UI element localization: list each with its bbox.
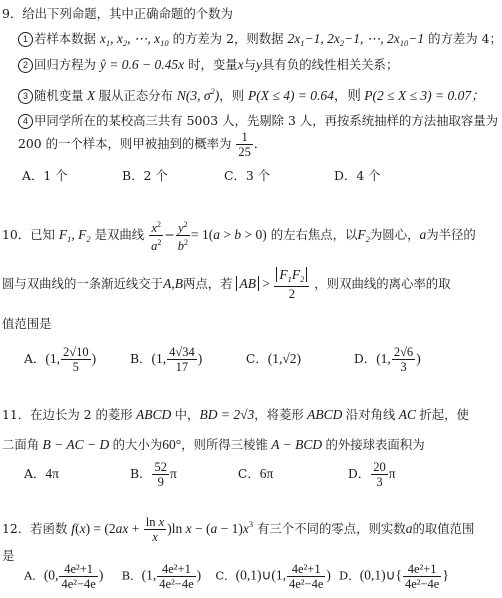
formula-regression: ŷ = 0.6 − 0.45x xyxy=(99,57,185,72)
formula-foci: $F_1$, $F_2$ xyxy=(58,227,91,245)
q10-b-label: B． xyxy=(129,351,152,366)
q12-line1-b: 有三个不同的零点，则实数 xyxy=(257,521,406,536)
q12-a-label: A． xyxy=(24,568,44,583)
q12-option-a[interactable] xyxy=(24,562,118,591)
q9-s1-text-c: 的方差为 4； xyxy=(428,31,502,46)
q11-b-label: B． xyxy=(129,466,152,481)
var-ABCD-2: ABCD xyxy=(303,407,346,422)
q9-stem: 给出下列命题，其中正确命题的个数为 xyxy=(22,6,233,21)
q10-a-den: 5 xyxy=(61,359,91,374)
q12-c-post: ) xyxy=(326,567,331,583)
q10-option-d[interactable] xyxy=(354,345,421,374)
q9-statement-4-line1 xyxy=(18,111,498,129)
q11-line1-c: ，将菱形 xyxy=(254,407,304,422)
q11-options xyxy=(24,460,396,489)
q11-line1-e: 折起，使 xyxy=(419,407,469,422)
q12-option-d[interactable] xyxy=(339,562,449,591)
formula-hyperbola: $\frac{x^2}{a^2}$ − $\frac{y^2}{b^2}$ = 1(a > b > 0) xyxy=(151,220,267,254)
q12-b-den: 4e²−4e xyxy=(159,577,194,591)
q9-s2-text-c: 与 xyxy=(243,57,257,72)
q11-d-num: 20 xyxy=(373,460,386,474)
q12-option-c[interactable] xyxy=(215,562,335,591)
q10-d-label: D． xyxy=(353,351,377,366)
q11-line1-b: 中， xyxy=(174,407,200,422)
q12-line1-a: 若函数 xyxy=(30,521,68,536)
q11-b-den: 9 xyxy=(152,474,169,489)
formula-condition: AB > $\frac{F_1F_2}{2}$ xyxy=(236,276,310,291)
q10-line3: 值范围是 xyxy=(2,316,52,331)
q11-line2-c: ，则所得三棱锥 xyxy=(181,437,268,452)
q10-d-post: ) xyxy=(416,351,421,366)
q9-statement-1 xyxy=(18,29,502,48)
q10-options xyxy=(24,345,421,374)
q12-line1 xyxy=(2,515,474,544)
q11-d-post: π xyxy=(388,466,396,481)
var-ABCD-tetra: A − BCD xyxy=(267,437,326,452)
q11-option-b[interactable] xyxy=(130,460,234,489)
q11-line2 xyxy=(2,435,425,453)
q12-c-label: C． xyxy=(215,568,236,583)
q10-line2-c: ，则双曲线的离心率的取 xyxy=(314,276,451,291)
q10-b-pre: (1, xyxy=(151,351,167,366)
q11-line2-b: 的大小为 xyxy=(112,437,163,452)
q12-option-b[interactable] xyxy=(122,562,212,591)
q11-option-a[interactable] xyxy=(24,464,126,482)
q10-c-value: (1,√2) xyxy=(267,351,302,366)
q12-b-label: B． xyxy=(121,568,142,583)
var-60deg: 60° xyxy=(162,437,182,452)
q10-number: 10． xyxy=(2,227,31,243)
q9-s2-text-a: 回归方程为 xyxy=(34,57,96,72)
q11-a-value: 4π xyxy=(45,466,59,481)
q12-number: 12． xyxy=(2,521,31,536)
q9-statement-4-line2: 200 的一个样本，则甲被抽到的概率为 $\frac{1}{25}$ ． xyxy=(18,130,267,159)
formula-transformed: $2x_1-1$, $2x_2-1$, ⋯, $2x_{10}-1$ xyxy=(287,31,425,48)
q12-c-num: 4e²+1 xyxy=(291,562,321,576)
frac-den: 25 xyxy=(238,145,251,159)
var-dihedral: B − AC − D xyxy=(39,437,113,452)
q10-line2-b: 两点，若 xyxy=(182,276,233,291)
q9-s1-text-a: 若样本数据 xyxy=(34,31,96,46)
q9-s3-text-b: 服从正态分布 xyxy=(98,88,173,103)
q12-line1-c: 的取值范围 xyxy=(412,521,475,536)
circle-1: 1 xyxy=(18,32,33,47)
var-AB: A,B xyxy=(163,276,183,291)
q12-d-num: 4e²+1 xyxy=(407,562,437,576)
q10-option-a[interactable] xyxy=(24,345,126,374)
q12-a-num: 4e²+1 xyxy=(64,562,94,576)
q11-option-d[interactable] xyxy=(348,460,396,489)
q12-line2: 是 xyxy=(2,548,15,563)
q10-a-post: ) xyxy=(91,351,97,366)
q9-option-c[interactable]: C．3 个 xyxy=(224,168,271,183)
q12-a-pre: (0, xyxy=(43,567,59,583)
q9-s4-line1: 甲同学所在的某校高三共有 5003 人，先剔除 3 人，再按系统抽样的方法抽取容量为 xyxy=(34,113,499,128)
q11-option-c[interactable] xyxy=(238,464,344,482)
formula-sample: $x_1$, $x_2$, ⋯, $x_{10}$ xyxy=(99,31,169,48)
q11-line1-d: 沿对角线 xyxy=(345,407,396,422)
q12-d-pre: (0,1)∪{ xyxy=(359,567,402,583)
q11-number: 11． xyxy=(2,407,31,422)
q10-b-num: 4√34 xyxy=(169,345,195,359)
q10-line2-a: 圆与双曲线的一条渐近线交于 xyxy=(2,276,164,291)
q9-option-b[interactable]: B．2 个 xyxy=(122,168,168,183)
q10-line2 xyxy=(2,268,451,301)
q9-number: 9． xyxy=(2,6,23,21)
q10-a-label: A． xyxy=(24,351,46,366)
q12-d-label: D． xyxy=(338,568,360,583)
q11-d-den: 3 xyxy=(371,474,388,489)
formula-bd: BD = 2√3 xyxy=(199,407,255,422)
q9-options xyxy=(22,166,381,184)
formula-normal: N(3, $\sigma^2$) xyxy=(176,86,220,103)
q12-d-den: 4e²−4e xyxy=(404,577,440,591)
q12-a-post: ) xyxy=(98,567,104,583)
var-a-12: a xyxy=(405,521,413,536)
q9-s3-text-c: ，则 xyxy=(219,88,245,103)
q9-s4-line2: 200 的一个样本，则甲被抽到的概率为 xyxy=(18,136,232,151)
q10-line1 xyxy=(2,218,476,253)
q9-s2-text-b: 时，变量 xyxy=(188,57,238,72)
q10-text-d: 为圆心， xyxy=(369,227,420,243)
q12-b-pre: (1, xyxy=(141,567,157,583)
q9-option-a[interactable]: A．1 个 xyxy=(22,168,68,183)
q12-a-den: 4e²−4e xyxy=(61,577,96,591)
q11-line1-a: 在边长为 2 的菱形 xyxy=(30,407,133,422)
var-F2: $F_2$ xyxy=(357,227,370,245)
var-x: x xyxy=(237,57,244,72)
q10-b-post: ) xyxy=(197,351,203,366)
q10-d-num: 2√6 xyxy=(393,345,414,359)
q11-c-value: 6π xyxy=(259,466,274,481)
var-X: X xyxy=(83,88,99,103)
q12-b-post: ) xyxy=(196,567,202,583)
q10-text-e: 为半径的 xyxy=(426,227,476,243)
q11-a-label: A． xyxy=(24,466,46,481)
circle-3: 3 xyxy=(18,89,33,104)
q11-d-label: D． xyxy=(347,466,371,481)
var-y: y xyxy=(256,57,263,72)
q11-c-label: C． xyxy=(237,466,260,481)
var-AC: AC xyxy=(395,407,420,422)
q9-statement-3: 3 随机变量 X 服从正态分布 N(3, $\sigma^2$)，则 P(X ≤ 4) = 0.64，则 P(2 ≤ X ≤ 3) = 0.07； xyxy=(18,84,485,104)
q10-c-label: C． xyxy=(245,351,268,366)
q9-probability-fraction xyxy=(236,130,253,159)
q10-a-num: 2√10 xyxy=(62,345,89,359)
q10-option-c[interactable] xyxy=(246,349,350,367)
q12-b-num: 4e²+1 xyxy=(162,562,191,576)
q12-c-pre: (0,1)∪(1, xyxy=(235,567,286,583)
q11-b-post: π xyxy=(169,466,177,481)
q10-option-b[interactable] xyxy=(130,345,242,374)
var-a: a xyxy=(419,227,427,243)
frac-num: 1 xyxy=(241,130,248,144)
formula-function: f(x) = (2ax + $\frac{\text{ln x}}{x}$ )ln $x - (a - 1)x^3$ xyxy=(71,515,254,544)
q9-option-d[interactable]: D．4 个 xyxy=(334,168,381,183)
q10-text-c: 的左右焦点，以 xyxy=(270,227,358,243)
q11-line2-d: 的外接球表面积为 xyxy=(325,437,425,452)
q12-d-post: } xyxy=(442,567,449,583)
q12-c-den: 4e²−4e xyxy=(289,577,324,591)
q9-s2-text-d: 具有负的线性相关关系； xyxy=(262,57,399,72)
q11-line1 xyxy=(2,405,469,423)
q9-s3-text-a: 随机变量 xyxy=(34,88,84,103)
circle-4: 4 xyxy=(18,114,33,129)
formula-p2: P(2 ≤ X ≤ 3) = 0.07； xyxy=(364,88,485,103)
q10-text-b: 是双曲线 xyxy=(94,227,145,243)
circle-2: 2 xyxy=(18,58,33,73)
q9-stem-line xyxy=(2,4,233,22)
formula-p1: P(X ≤ 4) = 0.64 xyxy=(248,88,334,103)
q12-options xyxy=(24,562,449,591)
q11-b-num: 52 xyxy=(154,460,167,474)
q10-d-pre: (1, xyxy=(376,351,391,366)
q9-s1-text-b: 的方差为 2，则数据 xyxy=(172,31,284,46)
q9-statement-2 xyxy=(18,55,398,73)
q10-a-pre: (1, xyxy=(45,351,60,366)
q10-d-den: 3 xyxy=(392,359,415,374)
q10-text-a: 已知 xyxy=(30,227,55,243)
q10-b-den: 17 xyxy=(167,359,197,374)
q11-line2-a: 二面角 xyxy=(2,437,40,452)
var-ABCD: ABCD xyxy=(132,407,175,422)
